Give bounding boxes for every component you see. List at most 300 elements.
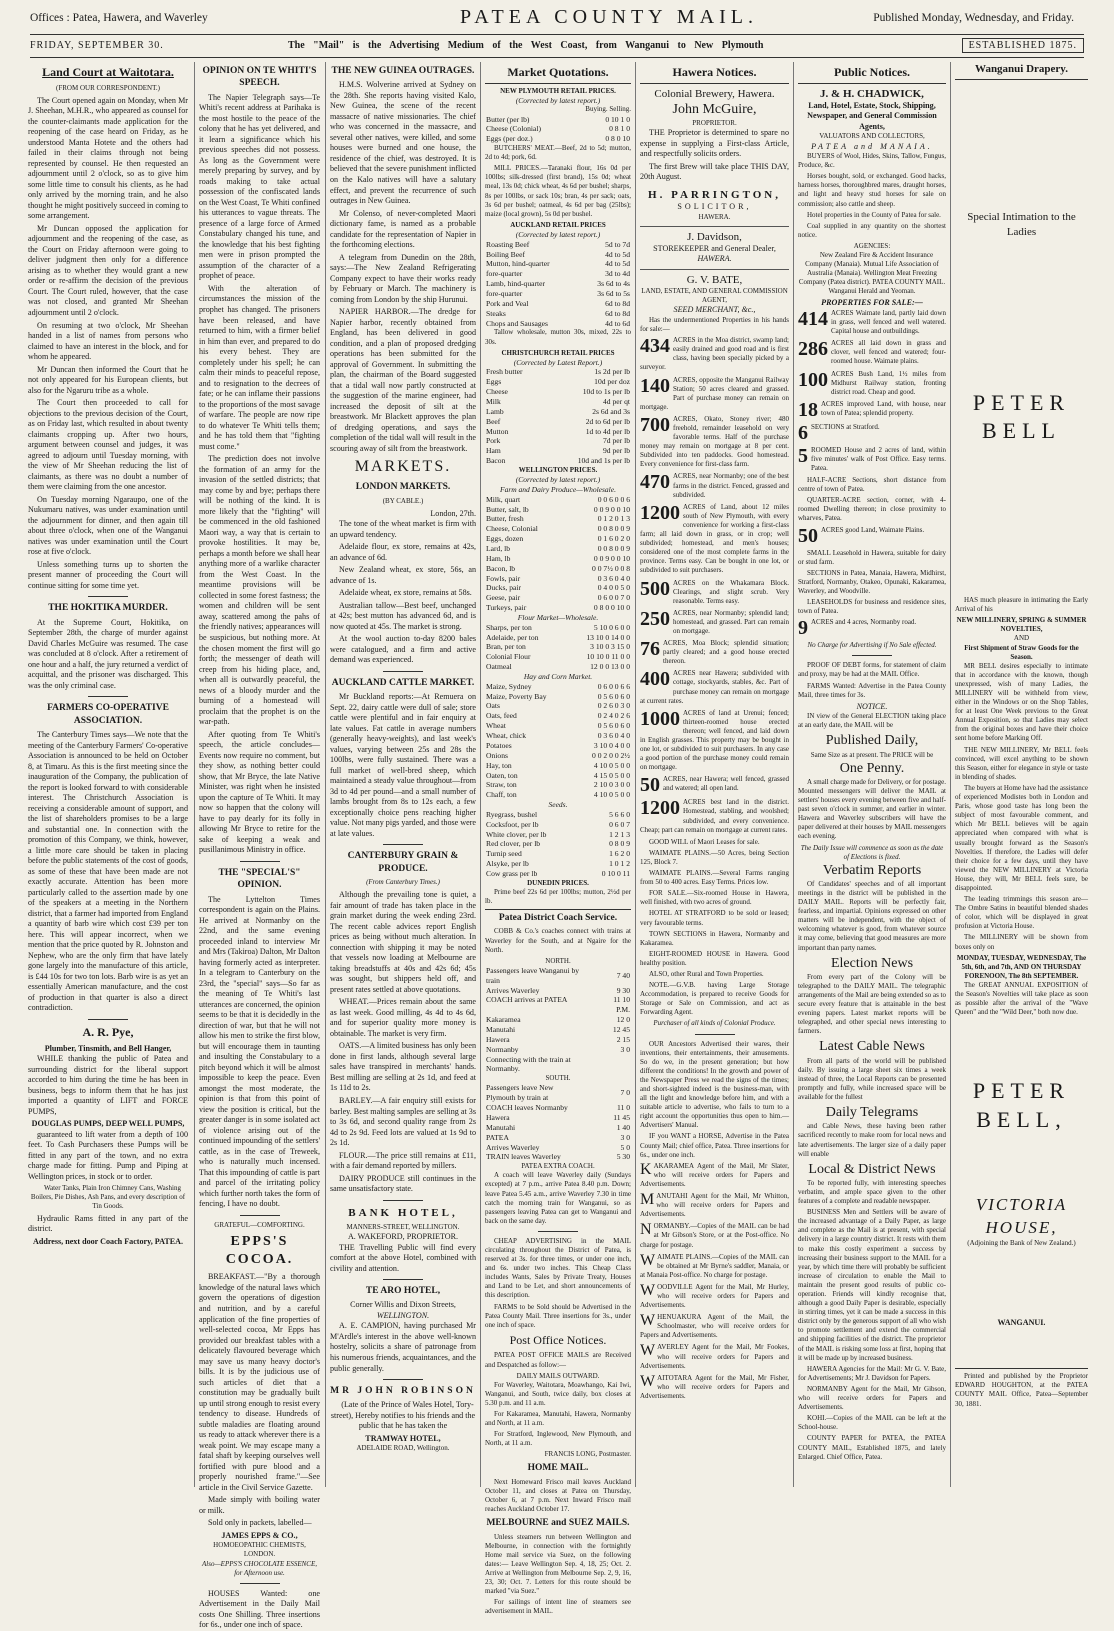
table-row <box>485 721 631 731</box>
property-text: ACRES near Hawera; subdivided with cottage, stockyards, stables, &c. Part of purchase money can remain on mortgage at current rates. <box>640 669 789 705</box>
cable-title: Latest Cable News <box>819 1039 925 1055</box>
column-rule <box>950 62 951 1487</box>
property-list <box>640 336 789 835</box>
article-paragraph: Australian tallow—Best beef, unchanged at 42s; best mutton has advanced 6d, and is now quoted at 45s. The market is strong. <box>330 600 476 631</box>
column-rule <box>480 62 481 1487</box>
table-row <box>485 1103 631 1113</box>
bank-hotel-title: BANK HOTEL, <box>348 1206 458 1219</box>
property-text: ACRES Waimate land, partly laid down in grass, well fenced and well watered. Capital house and outbuildings. <box>831 308 946 336</box>
table-row <box>485 115 631 125</box>
row-label: Steaks <box>486 308 506 318</box>
table-row <box>485 554 631 564</box>
table-row <box>485 1083 631 1103</box>
separator <box>240 861 280 862</box>
row-value: 2 15 <box>616 1034 630 1044</box>
row-label: Turnip seed <box>486 849 522 859</box>
row-value: 0 6 0 0 7 0 <box>597 593 630 603</box>
table-row <box>485 830 631 840</box>
headline-special: THE "SPECIAL'S" OPINION. <box>218 867 301 891</box>
row-label: Chops and Sausages <box>486 318 549 328</box>
parrington-role: SOLICITOR, <box>677 202 752 212</box>
row-value: 1 0 1 2 <box>609 859 630 869</box>
advert-text: To be reported fully, with interesting speeches verbatim, and ample space given to the other features of a complete and readable newspaper. <box>798 1178 946 1206</box>
table-row <box>485 279 631 289</box>
article-paragraph: NAPIER HARBOR.—The dredge for Napier harbor, recently obtained from England, has been delivered in good condition, and a plan of proposed dredging operations has been submitted for the approval of Government. In submitting the plan, the chairman of the Board suggested that a tidal wall now partly constructed at the suggestion of the marine engineer, had increased the deposit of silt at the breastwork. Mr Blackett approves the plan of dredging operations, and says the completion of the tidal wall will result in the scouring away of silt from the breastwork. <box>330 307 476 453</box>
table-row <box>485 751 631 761</box>
table-row <box>485 319 631 329</box>
davidson-notice <box>640 227 789 270</box>
table-row <box>485 1035 631 1045</box>
property-text: ACRES, Moa Block; splendid situation; partly cleared; and a good house erected thereon. <box>663 639 789 666</box>
column-rule <box>194 62 195 1487</box>
property-text: SECTIONS at Stratford. <box>811 422 880 431</box>
separator <box>240 1215 280 1216</box>
table-row <box>485 564 631 574</box>
separator <box>88 1019 128 1020</box>
article-paragraph: Unless steamers run between Wellington and Melbourne, in connection with the fortnightly Home mail service via Suez, on the following dates:— Leave Wellington Sep. 4, 18, 25; Oct. 2. Arrive at Wellington from Melbourne Sep. 2, 9, 16, 23, 30; Oct. 7. Letters for this route should be marked "via Suez." <box>485 1532 631 1596</box>
coach-extra-title: PATEA EXTRA COACH. <box>521 1162 595 1171</box>
table-row <box>485 995 631 1005</box>
table-row <box>485 269 631 279</box>
advert-text: BREAKFAST.—"By a thorough knowledge of the natural laws which govern the operations of digestion and nutrition, and by a careful application of the fine properties of well-selected cocoa, Mr Epps has provided our breakfast tables with a delicately flavoured beverage which may save us many heavy doctor's bills. It is by the judicious use of such articles of diet that a constitution may be gradually built up until strong enough to resist every tendency to disease. Hundreds of subtle maladies are floating around us ready to attack wherever there is a weak point. We may escape many a fatal shaft by keeping ourselves well fortified with pure blood and a properly nourished frame."—See article in the Civil Service Gazette. <box>199 1272 320 1492</box>
small-notice: HOTEL AT STRATFORD to be sold or leased; very favourable terms. <box>640 909 789 927</box>
row-value: 3s 6d to 5s <box>597 289 630 298</box>
table-row <box>485 1123 631 1133</box>
property-item <box>640 669 789 705</box>
table-caption: Flour Market—Wholesale. <box>517 612 599 622</box>
row-label: Oats <box>486 701 500 711</box>
article-paragraph: BUTCHERS' MEAT.—Beef, 2d to 5d; mutton, 2d to 4d; pork, 6d. <box>485 144 631 162</box>
row-value: 0 0 9 0 0 10 <box>593 504 630 514</box>
table-title: DUNEDIN PRICES. <box>527 878 589 887</box>
property-acres: 434 <box>640 335 670 358</box>
headline-canterbury-grain: CANTERBURY GRAIN & PRODUCE. <box>347 851 459 874</box>
row-value: 13 10 0 14 0 0 <box>586 632 630 642</box>
advert-text: Made simply with boiling water or milk. <box>199 1495 320 1515</box>
advert-text: PROOF OF DEBT forms, for statement of claim and proxy, may be had at the MAIL Office. <box>798 661 946 679</box>
row-label: Alsyke, per lb <box>486 859 529 869</box>
headline-new-guinea: THE NEW GUINEA OUTRAGES. <box>331 66 475 76</box>
advert-text: IN view of the General ELECTION taking place at an early date, the MAIL will be <box>798 712 946 730</box>
table-title: NEW PLYMOUTH RETAIL PRICES. <box>500 86 616 95</box>
advert-text: THE NEW MILLINERY, Mr BELL feels convinced, will excel anything to be shown this Season, either for elegance in style or taste in blending of shades. <box>955 745 1088 781</box>
row-label: Kakaramea <box>486 1015 521 1025</box>
table-row <box>485 299 631 309</box>
row-label: Ham <box>486 446 501 456</box>
small-notice: FOR SALE.—Six-roomed House in Hawera, well finished, with two acres of ground. <box>640 889 789 907</box>
row-value: 0 10 1 0 <box>605 114 630 124</box>
row-value: 0 6 0 7 <box>609 819 630 829</box>
row-label: Eggs, dozen <box>486 534 524 544</box>
chadwick-role: Land, Hotel, Estate, Stock, Shipping, Newspaper, and General Commission Agents, <box>807 100 937 131</box>
table-row <box>485 397 631 407</box>
table-row <box>485 771 631 781</box>
te-aro-hotel-city: WELLINGTON. <box>376 1310 430 1320</box>
advert-text: (Late of the Prince of Wales Hotel, Tory-street), Hereby notifies to his friends and the public that he has taken the <box>330 1400 476 1431</box>
row-label: PATEA <box>486 1132 509 1142</box>
advert-text: CHEAP ADVERTISING in the MAIL circulating throughout the District of Patea, is reserved at 3s. for three times, or under one inch, and 6s. under two inches. This Cheap Class includes Wants, Sales by Private Treaty, Houses and Land to be Let, and short announcements of this description. <box>485 1236 631 1300</box>
row-value: 3d to 4d <box>605 269 630 279</box>
property-text: ACRES, opposite the Manganui Railway Station; 50 acres cleared and grassed. Part of purchase money can remain on mortgage. <box>640 375 789 411</box>
row-value: 4d to 5d <box>605 249 630 259</box>
advert-text: NORMANBY Agent for the Mail, Mr Gibson, who will receive orders for Papers and Advertisements. <box>798 1384 946 1412</box>
bate-role-2: SEED MERCHANT, &c., <box>673 305 756 315</box>
property-acres: 50 <box>798 524 818 547</box>
table-row <box>485 309 631 319</box>
property-item <box>640 775 789 795</box>
table-caption: Seeds. <box>548 800 568 810</box>
row-label: Adelaide, per ton <box>486 632 539 642</box>
table-row <box>485 820 631 830</box>
row-value: 9d per lb <box>603 446 630 456</box>
article-paragraph: After quoting from Te Whiti's speech, the article concludes—Events now require no comment, but they show, as nothing better could show, that Mr Bryce, the late Native Minister, was right when he insisted upon the capture of Te Whiti. It may now so happen that the colony will have to pay dearly for its folly in allowing Mr Bryce to retire for the sake of keeping a weak and pusillanimous Ministry in office. <box>199 729 320 855</box>
advert-text: HAWERA Agencies for the Mail: Mr G. V. Bate, for Advertisements; Mr J. Davidson for Papers. <box>798 1364 946 1382</box>
table-row <box>485 456 631 466</box>
row-label: Chaff, ton <box>486 790 517 800</box>
row-label: Mutton, hind-quarter <box>486 259 550 269</box>
row-value: 3 10 0 4 0 0 <box>593 740 630 750</box>
property-acres: 414 <box>798 307 828 330</box>
parrington-name: H. PARRINGTON, <box>648 188 781 201</box>
davidson-role: STOREKEEPER and General Dealer, <box>653 243 776 253</box>
row-label: Mutton <box>486 426 509 436</box>
row-value: 5 10 0 6 0 0 <box>593 622 630 632</box>
tramway-hotel: TRAMWAY HOTEL, <box>365 1433 441 1443</box>
small-notice: WAIMATE PLAINS.—50 Acres, being Section 125, Block 7. <box>640 848 789 866</box>
row-label: Ryegrass, bushel <box>486 809 538 819</box>
table-row <box>485 427 631 437</box>
row-value: 10d to 1s per lb <box>582 387 630 397</box>
table-row <box>485 1055 631 1075</box>
headline-te-whiti: OPINION ON TE WHITI'S SPEECH. <box>202 66 317 89</box>
small-notice: WAIMATE PLAINS.—Several Farms ranging from 50 to 400 acres. Easy Terms. Prices low. <box>640 869 789 887</box>
advert-text: HAS much pleasure in intimating the Early Arrival of his <box>955 596 1088 614</box>
election-title: Election News <box>830 955 914 971</box>
table-row <box>485 839 631 849</box>
price-table-christchurch <box>485 367 631 466</box>
property-item <box>640 579 789 606</box>
table-row <box>485 701 631 711</box>
property-text: ACRES, Okato, Stoney river; 480 freehold, remainder leasehold on very favorable terms. Half of the purchase money may remain on mortgage at 8 per cent. Subdivided into ten paddocks. Good homestead. Every convenience for first-class farm. <box>640 414 789 469</box>
table-row <box>485 741 631 751</box>
local-news-title: Local & District News <box>808 1161 936 1177</box>
table-row <box>485 642 631 652</box>
advert-text: KOHI.—Copies of the MAIL can be left at the School-house. <box>798 1414 946 1432</box>
drop-cap: W <box>640 1251 656 1269</box>
article-paragraph: Unless something turns up to shorten the present manner of proceeding the Court will continue sitting for some time yet. <box>28 559 188 590</box>
drop-cap: N <box>640 1221 652 1239</box>
article-paragraph: FLOUR.—The price still remains at £11, with a fair demand reported by millers. <box>330 1150 476 1171</box>
row-label: Maize, Poverty Bay <box>486 691 547 701</box>
advert-text: OUR Ancestors Advertised their wares, their inventions, their entertainments, their amusements. So do we, in the present generation; but how different the conditions! In the growth and power of the Newspaper Press we read the signs of the times; and short-sighted indeed is the business-man, with all the light and knowledge before him, and with a suitable article to advertise, who fails to turn to a right account the opportunities thus open to him.—Advertisers' Manual. <box>640 1039 789 1130</box>
row-value: 4 10 0 5 0 0 <box>593 760 630 770</box>
for-sale-title: PROPERTIES FOR SALE:— <box>821 298 923 308</box>
daily-issue: The Daily Issue will commence as soon as the date of Elections is fixed. <box>800 843 944 861</box>
table-row <box>485 1152 631 1162</box>
bank-hotel-address: MANNERS-STREET, WELLINGTON. <box>346 1222 460 1231</box>
advert-text: Has the undermentioned Properties in his hands for sale:— <box>640 315 789 334</box>
article-paragraph: For Stratford, Inglewood, New Plymouth, and North, at 11 a.m. <box>485 1430 631 1448</box>
row-label: Boiling Beef <box>486 249 526 259</box>
table-row <box>485 1113 631 1123</box>
row-label: fore-quarter <box>486 269 523 279</box>
row-label: Butter (per lb) <box>486 114 530 124</box>
row-label: Bacon, lb <box>486 563 516 573</box>
column-6 <box>798 62 946 1487</box>
straw-goods: First Shipment of Straw Goods for the Season. <box>964 643 1079 661</box>
advert-text: Sold only in packets, labelled— <box>208 1518 312 1528</box>
table-subtitle: (Corrected by Latest Report.) <box>513 357 603 367</box>
agent-text: AKARAMEA Agent of the Mail, Mr Slater, who will receive orders for Papers and Advertisements. <box>640 1161 789 1188</box>
advert-text: The MILLINERY will be shown from boxes only on <box>955 933 1088 951</box>
property-item <box>798 423 946 443</box>
row-label: Hawera <box>486 1034 510 1044</box>
advert-text: Of Candidates' speeches and of all important meetings in the district will be published in the DAILY MAIL. Reports will be perfectly fair, fearless, and impartial. Opinions expressed on other matters will be independent, with the object of welcoming whatever is good, from whatever source it may come, believing that good measures are more important than party names. <box>798 879 946 952</box>
section-header-public-notices: Public Notices. <box>798 65 946 84</box>
row-label: Milk <box>486 397 501 407</box>
article-paragraph: A coach will leave Waverley daily (Sundays excepted) at 7 p.m., arrive Patea 8.40 p.m. Down; leave Patea 5.45 a.m., arrive Waverley 7.30 in time catch the morning train for Wanganui, so as passengers leaving Patea can get to Wanganui and back on the same day. <box>485 1171 631 1225</box>
row-value: 0 8 1 0 <box>609 124 630 134</box>
article-paragraph: Adelaide flour, ex store, remains at 42s, an advance of 6d. <box>330 542 476 562</box>
row-value: 0 3 6 0 4 0 <box>597 731 630 741</box>
table-row <box>485 495 631 505</box>
article-paragraph: Adelaide wheat, ex store, remains at 58s. <box>339 588 472 598</box>
agent-notice <box>640 1222 789 1249</box>
peter-bell-banner: PETER BELL <box>972 389 1071 444</box>
column-3 <box>330 62 476 1487</box>
te-aro-hotel-address: Corner Willis and Dixon Streets, <box>350 1300 456 1310</box>
row-label: COACH arrives at PATEA <box>486 995 568 1005</box>
coach-timetable-south <box>485 1083 631 1162</box>
advert-pumps: DOUGLAS PUMPS, DEEP WELL PUMPS, <box>31 1119 185 1129</box>
article-paragraph: The Lyttelton Times correspondent is again on the Plains. He arrived at Normanby on the 22nd, and the same evening proceeded inland to interview Mr and Mrs (Takiroa) Dalton, Mr Dalton having formerly acted as interpreter. In a telegram to Canterbury on the 23rd, the "special" says—So far as the meaning of Te Whiti's last utterances are concerned, the opinion seems to be that it is decidedly in the direction of war, but that he will not allow his men to strike the first blow, but will encourage them in taunting and insulting the Constabulary to a pitch beyond which it will be almost impossible to keep the peace. Even amongst the most moderate, the opinion is that from this point of view the position is critical, but the greater danger is in some isolated act of violence arising out of the continued impounding of the settlers' cattle, as in the case of Treweek, who is naturally much incensed. That this impounding of cattle is part and parcel of the irritating policy which further north takes the form of fencing, I have no doubt. <box>199 894 320 1209</box>
article-paragraph: On Tuesday morning Ngaraupo, one of the Nukumaru natives, was under examination until the adjournment for dinner, and then again till about three o'clock, when one of the Wanganui natives was under examination until the Court rose at five o'clock. <box>28 494 188 557</box>
table-row <box>485 623 631 633</box>
row-label: Roasting Beef <box>486 239 530 249</box>
advert-text: WHILE thanking the public of Patea and surrounding district for the liberal support accorded to him during the time he has been in business, begs to inform them that he has just imported a quantity of LIFT and FORCE PUMPS, <box>28 1054 188 1116</box>
agent-text: HENUAKURA Agent of the Mail, the Schoolmaster, who will receive orders for Papers and Advertisements. <box>640 1313 789 1340</box>
article-paragraph: New Zealand wheat, ex store, 56s, an advance of 1s. <box>330 565 476 585</box>
offices-line: Offices : Patea, Hawera, and Waverley <box>30 12 208 24</box>
property-acres: 1200 <box>640 501 680 524</box>
row-label: Lamb, hind-quarter <box>486 279 546 289</box>
row-label: Milk, quart <box>486 494 521 504</box>
row-label: Ducks, pair <box>486 583 522 593</box>
tramway-address: ADELAIDE ROAD, Wellington. <box>356 1444 450 1453</box>
row-label: Wheat, chick <box>486 731 527 741</box>
coach-timetable-north <box>485 966 631 1074</box>
row-label: Beef <box>486 416 501 426</box>
column-7 <box>955 62 1088 1487</box>
property-acres: 76 <box>640 638 660 661</box>
row-value: 0 0 8 0 0 9 <box>597 524 630 534</box>
advert-text: THE Travelling Public will find every comfort at the above Hotel, combined with civility and attention. <box>330 1242 476 1273</box>
separator <box>383 844 423 845</box>
epps-firm-sub: HOMOEOPATHIC CHEMISTS, LONDON. <box>213 1541 306 1559</box>
row-value: 10d and 1s per lb <box>577 456 630 466</box>
row-label: Oats, feed <box>486 711 517 721</box>
row-value: P.M. <box>616 1005 630 1015</box>
agent-text: AVERLEY Agent for the Mail, Mr Fookes, who will receive orders for Papers and Advertisements. <box>640 1343 789 1370</box>
parrington-place: HAWERA. <box>698 212 731 221</box>
column-4 <box>485 62 631 1616</box>
imprint: Printed and published by the Proprietor EDWARD HOUGHTON, at the PATEA COUNTY MAIL Office, Patea—September 30, 1881. <box>955 1368 1088 1408</box>
row-label: Lard, lb <box>486 543 511 553</box>
advert-text: NOTE.—G.V.B. having Large Storage Accommodation, is prepared to receive Goods for Storage or Sale on Commission, and act as Forwarding Agent. <box>640 981 789 1017</box>
agencies-title: AGENCIES: <box>853 241 891 250</box>
row-value: 0 1 2 0 1 3 <box>597 514 630 524</box>
table-row <box>485 134 631 144</box>
byline: (From Canterbury Times.) <box>366 878 440 887</box>
article-paragraph: PATEA POST OFFICE MAILS are Received and Despatched as follow:— <box>485 1351 631 1369</box>
row-value: 1 6 2 0 <box>609 849 630 859</box>
row-label: Hay, ton <box>486 760 512 770</box>
advert-text: MR BELL desires especially to intimate that in accordance with the known, though unexpressed, wish of many Ladies, the MILLINERY will be withheld from view, either in the Windows or on the Shop Tables, for at least One Week previous to the Great Annual Exposition, so that Ladies may select from the original boxes and have their choice sent home before Marking Off. <box>955 661 1088 743</box>
small-notice: TOWN SECTIONS in Hawera, Normanby and Kakaramea. <box>640 929 789 947</box>
advert-text: FARMS to be Sold should be Advertised in the Patea County Mail. Three insertions for 3s., under one inch of space. <box>485 1302 631 1329</box>
property-acres: 50 <box>640 774 660 797</box>
row-value: 0 6 0 0 6 6 <box>597 681 630 691</box>
row-label: Sharps, per ton <box>486 622 532 632</box>
property-item <box>640 639 789 666</box>
small-notice: EIGHT-ROOMED HOUSE in Hawera. Good healthy position. <box>640 949 789 967</box>
section-header-market-quotations: Market Quotations. <box>485 65 631 84</box>
property-item <box>640 609 789 636</box>
article-paragraph: The Napier Telegraph says—Te Whiti's recent address at Parihaka is the most hostile to the peace of the colony that he has yet delivered, and it learn a significance which his previous speeches did not possess. As long as the Government were merely preparing by survey, and by roads making to take actual possession of the confiscated lands on the West Coast, Te Whiti confined his utterances to vague threats. The presence of a large force of Armed Constabulary changed his tune, and the knowledge that his best fighting men were in prison prompted the assumption of the character of a prophet of peace. <box>199 92 320 281</box>
row-value: 5 6 6 0 <box>609 809 630 819</box>
table-row <box>485 1025 631 1035</box>
property-acres: 286 <box>798 338 828 361</box>
table-row <box>485 124 631 134</box>
byline: (FROM OUR CORRESPONDENT.) <box>56 83 160 92</box>
table-row <box>485 682 631 692</box>
drop-cap: W <box>640 1342 656 1360</box>
chadwick-name: J. & H. CHADWICK, <box>820 87 924 100</box>
row-value: 0 10 0 11 <box>601 868 630 878</box>
advert-text: A small charge made for Delivery, or for postage. Mounted messengers will deliver the MAIL at settlers' houses every evening between five and half-past seven o'clock in summer, and earlier in winter. Hawera and Waverley subscribers will have the paper delivered at their houses by MAIL messengers each evening. <box>798 777 946 841</box>
advert-pye-subtitle: Plumber, Tinsmith, and Bell Hanger, <box>44 1043 172 1053</box>
row-value: 1d to 4d per lb <box>585 426 630 436</box>
price-table-wellington-hay <box>485 682 631 800</box>
advert-text: The leading trimmings this season are—The Ombre Satins in beautiful blended shades of color, which will be displayed in great profusion at Victoria House. <box>955 895 1088 931</box>
table-row <box>485 1045 631 1055</box>
article-paragraph: At the Supreme Court, Hokitika, on September 28th, the charge of murder against David Charles McGuire was resumed. The case was concluded at 8 o'clock. After a retirement of one hour and a half, the jury returned a verdict of acquittal, and the prisoner was discharged. This was the only criminal case. <box>28 617 188 690</box>
property-item <box>640 376 789 412</box>
issue-date: FRIDAY, SEPTEMBER 30. <box>30 40 164 51</box>
section-header-post-office: Post Office Notices. <box>509 1332 607 1347</box>
row-value: 5 30 <box>616 1152 630 1162</box>
separator <box>383 671 423 672</box>
row-value: 0 0 8 0 0 9 <box>597 543 630 553</box>
row-value: 0 0 7½ 0 0 8 <box>592 563 630 573</box>
headline-land-court: Land Court at Waitotara. <box>42 65 174 79</box>
advert-text: guaranteed to lift water from a depth of 100 feet. To Cash Purchasers these Pumps will be fitted in any part of the town, and no extra charge made for fitting. Pump and Piping at Wellington prices, in stock or to order. <box>28 1129 188 1181</box>
advert-text: BUYERS of Wool, Hides, Skins, Tallow, Fungus, Produce, &c. <box>798 152 946 170</box>
table-caption: Hay and Corn Market. <box>523 672 593 682</box>
article-paragraph: A telegram from Dunedin on the 28th, says:—The New Zealand Refrigerating Company expect to have their works ready by February or March. The machinery is coming from London by the ship Hurunui. <box>330 252 476 304</box>
row-value: 3s 6d to 4s <box>597 279 630 289</box>
table-row <box>485 603 631 613</box>
row-label: Manutahi <box>486 1122 516 1132</box>
headline-suez-mails: MELBOURNE and SUEZ MAILS. <box>486 1518 630 1529</box>
price-table-wellington-produce <box>485 495 631 613</box>
agent-text: ANUTAHI Agent for the Mail, Mr Whitton, who will receive orders for Papers and Advertisements. <box>640 1192 789 1219</box>
table-row <box>485 633 631 643</box>
article-paragraph: For Waverley, Waitotara, Moawhango, Kai Iwi, Wanganui, and South, twice daily, box closes at 5.30 p.m. and 11 a.m. <box>485 1380 631 1407</box>
row-label: Turkeys, pair <box>486 603 527 613</box>
row-label: Fowls, pair <box>486 573 521 583</box>
row-value: 0 2 4 0 2 6 <box>597 711 630 721</box>
telegrams-title: Daily Telegrams <box>825 1105 919 1121</box>
agent-text: OODVILLE Agent for the Mail, Mr Hurley, who will receive orders for Papers and Advertisements. <box>640 1282 789 1310</box>
row-label: Fresh butter <box>486 367 523 377</box>
row-label: fore-quarter <box>486 289 523 298</box>
article-paragraph: For Kakaramea, Manutahi, Hawera, Normanby and North, at 11 a.m. <box>485 1410 631 1428</box>
agent-text: AITOTARA Agent for the Mail, Mr Fisher, who will receive orders for Papers and Advertisements. <box>640 1373 789 1400</box>
row-label: Cocksfoot, per lb <box>486 819 539 829</box>
property-list <box>798 309 946 473</box>
row-label: Geese, pair <box>486 593 521 603</box>
bate-name: G. V. BATE, <box>686 273 743 286</box>
coach-direction: SOUTH. <box>545 1074 571 1083</box>
property-text: ACRES, near Normanby; splendid land; homestead, and grassed. Part can remain on mortgage. <box>673 608 789 635</box>
table-row <box>485 1133 631 1143</box>
advert-text: HALF-ACRE Sections, short distance from centre of town of Patea. <box>798 476 946 494</box>
row-label: Bran, per ton <box>486 642 526 652</box>
property-acres: 1000 <box>640 707 680 730</box>
property-text: ACRES improved Land, with house, near town of Patea; splendid property. <box>821 399 946 417</box>
row-label: Eggs <box>486 377 502 387</box>
row-value: 1 40 <box>616 1122 630 1132</box>
article-paragraph: Tallow wholesale, mutton 30s, mixed, 22s to 30s. <box>485 328 631 346</box>
victoria-adjoining: (Adjoining the Bank of New Zealand.) <box>967 1238 1076 1247</box>
row-label: Oatmeal <box>486 662 512 672</box>
advert-text: The first Brew will take place THIS DAY, 20th August. <box>640 161 789 182</box>
table-subtitle: (Corrected by latest report.) <box>515 475 601 485</box>
chadwick-role-2: VALUATORS AND COLLECTORS, <box>819 132 925 141</box>
article-paragraph: WHEAT.—Prices remain about the same as last week. Good milling, 4s 4d to 4s 6d, and for superior quality more money is obtainable. The market is very firm. <box>330 997 476 1038</box>
advert-text: QUARTER-ACRE section, corner, with 4-roomed Dwelling thereon; in close proximity to wharves, Patea. <box>798 496 946 523</box>
table-row <box>485 780 631 790</box>
row-value: 0 5 6 0 6 0 <box>597 691 630 701</box>
table-row <box>485 1143 631 1153</box>
agent-notice <box>640 1313 789 1340</box>
article-paragraph: Although the prevailing tone is quiet, a fair amount of trade has taken place in the grain market during the week ending 23rd. The recent cable advices report English prices as being without much alteration. In connection with shipping it may be noted that vessels now loading at Melbourne are taking breadstuffs at 40s and 42s 6d; 45s was sought, but shippers held off, and present rates settled at above quotations. <box>330 890 476 994</box>
table-row <box>485 407 631 417</box>
table-row <box>485 367 631 377</box>
row-label: Manutahi <box>486 1025 516 1034</box>
date-bar <box>30 38 1084 54</box>
table-row <box>485 849 631 859</box>
row-value: 0 8 0 10 <box>605 134 630 144</box>
epps-title: EPPS'S COCOA. <box>225 1234 294 1268</box>
table-row <box>485 859 631 869</box>
advert-address: Address, next door Coach Factory, PATEA. <box>32 1236 184 1246</box>
table-subtitle: (Corrected by latest report.) <box>515 95 601 105</box>
robinson-title: MR JOHN ROBINSON <box>330 1386 476 1397</box>
davidson-place: HAWERA. <box>697 254 732 264</box>
property-item <box>798 400 946 420</box>
row-label: Maize, Sydney <box>486 681 532 691</box>
property-acres: 1200 <box>640 797 680 820</box>
article-paragraph: Mr Duncan then informed the Court that he not only appeared for his European clients, but also for the Ngaruru tribe as a whole. <box>28 364 188 395</box>
row-value: 9 30 <box>616 985 630 995</box>
table-row <box>485 377 631 387</box>
property-text: ACRES all laid down in grass and clover, well fenced and watered; four-roomed house. Waimate plains. <box>831 339 946 366</box>
row-label: Eggs (per doz.) <box>486 134 533 144</box>
table-title: WELLINGTON PRICES. <box>518 466 598 475</box>
table-row <box>485 731 631 741</box>
